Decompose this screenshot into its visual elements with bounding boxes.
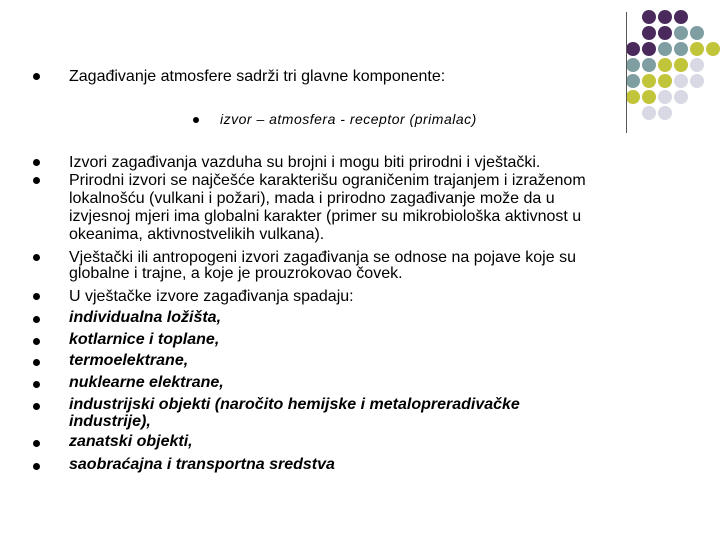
bullet-icon [33,381,40,388]
bullet-icon [33,293,40,300]
decor-dot [674,90,688,104]
paragraph-4: U vještačke izvore zagađivanja spadaju: [69,288,354,305]
decor-dot [626,90,640,104]
decor-dot [674,26,688,40]
decor-dot [642,58,656,72]
decor-dot [690,74,704,88]
bullet-icon [33,403,40,410]
bullet-icon [33,254,40,261]
paragraph-2-line-3: izvjesnoj mjeri ima globalni karakter (primer su mikrobiološka aktivnost u [69,208,582,225]
list-item: individualna ložišta, [69,309,222,326]
decor-dot [690,42,704,56]
decor-dot [658,90,672,104]
decor-dot [658,106,672,120]
list-item: nuklearne elektrane, [69,374,224,391]
paragraph-3-line-2: globalne i trajne, a koje je prouzrokovao čovek. [69,265,403,282]
decor-dot [642,74,656,88]
paragraph-2-line-2: lokalnošću (vulkani i požari), mada i prirodno zagađivanje može da u [69,190,555,207]
decor-dot [626,58,640,72]
decor-dot [626,42,640,56]
decor-dot [690,26,704,40]
list-item: termoelektrane, [69,352,189,369]
decor-dot [642,26,656,40]
sub-bullet-text: izvor – atmosfera - receptor (primalac) [220,111,477,127]
bullet-icon [193,117,199,123]
decor-dot [658,58,672,72]
bullet-icon [33,316,40,323]
list-item-continuation: industrije), [69,413,151,430]
bullet-icon [33,73,40,80]
decor-dot [690,58,704,72]
paragraph-3-line-1: Vještački ili antropogeni izvori zagađivanja se odnose na pojave koje su [69,249,576,266]
decor-dot [674,10,688,24]
decor-dot [658,10,672,24]
decor-dot [674,74,688,88]
intro-text: Zagađivanje atmosfere sadrži tri glavne komponente: [69,68,446,85]
bullet-icon [33,159,40,166]
bullet-icon [33,359,40,366]
decor-dot [674,58,688,72]
paragraph-2-line-4: okeanima, aktivnostvelikih vulkana). [69,226,325,243]
decor-dot [658,74,672,88]
decor-dot [626,74,640,88]
decor-dot [658,26,672,40]
decorative-vertical-line [626,12,627,133]
decor-dot [642,106,656,120]
decor-dot [642,42,656,56]
decor-dot [658,42,672,56]
list-item: kotlarnice i toplane, [69,331,220,348]
list-item: zanatski objekti, [69,433,193,450]
decor-dot [642,90,656,104]
bullet-icon [33,338,40,345]
paragraph-2-line-1: Prirodni izvori se najčešće karakterišu ograničenim trajanjem i izraženom [69,172,586,189]
bullet-icon [33,463,40,470]
decor-dot [674,42,688,56]
list-item: saobraćajna i transportna sredstva [69,456,335,473]
bullet-icon [33,440,40,447]
decor-dot [706,42,720,56]
paragraph-1: Izvori zagađivanja vazduha su brojni i mogu biti prirodni i vještački. [69,154,541,171]
bullet-icon [33,177,40,184]
list-item: industrijski objekti (naročito hemijske i metalopreradivačke [69,396,520,413]
decor-dot [642,10,656,24]
